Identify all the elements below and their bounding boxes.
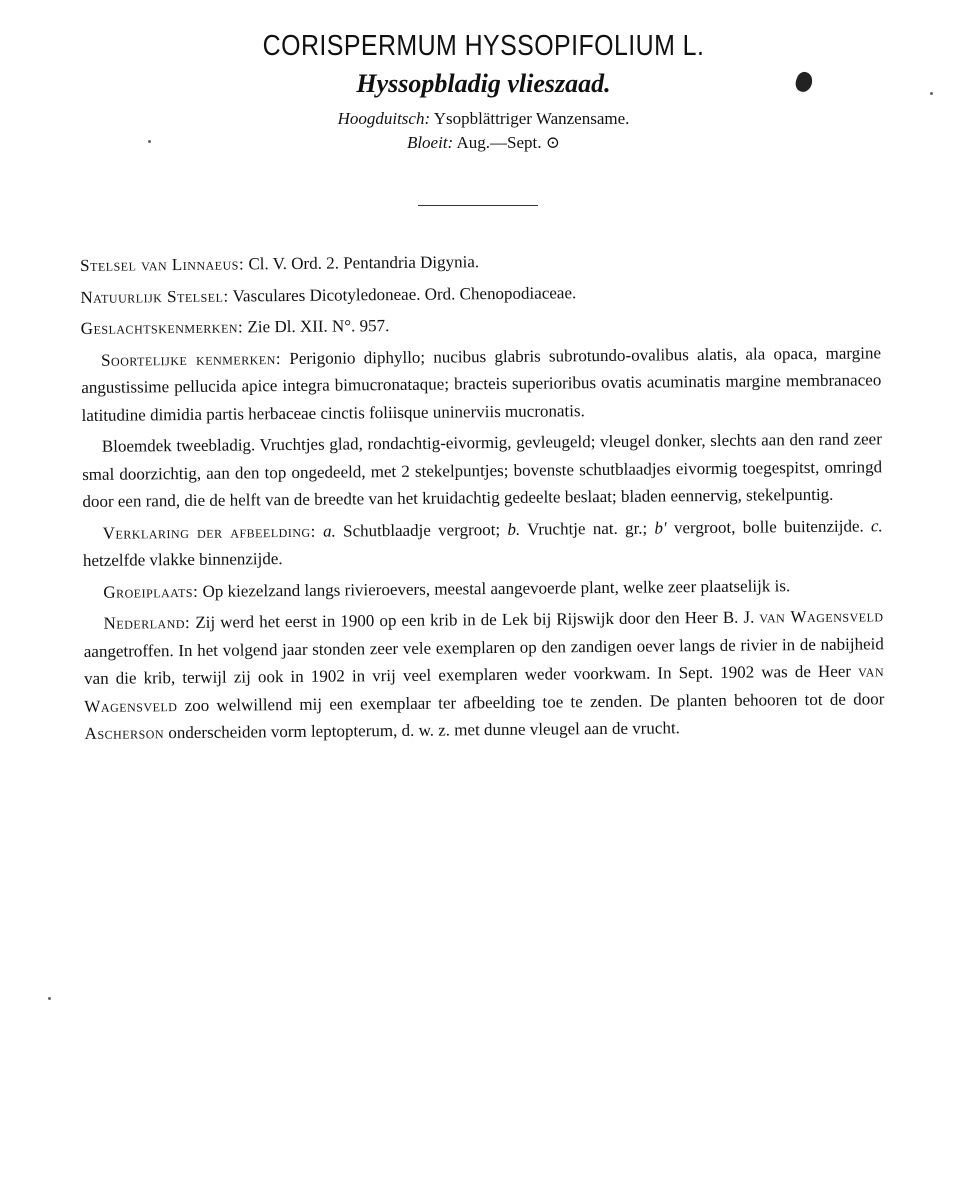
figure-text-2: Vruchtje nat. gr.; (526, 518, 648, 539)
netherlands-paragraph (83, 602, 884, 747)
figure-paragraph (83, 512, 883, 575)
figure-text-3: vergroot, bolle buitenzijde. (673, 515, 864, 537)
natural-system-label: Natuurlijk Stelsel: (80, 286, 229, 307)
figure-text-1: Schutblaadje vergroot; (342, 519, 501, 540)
species-label: Soortelijke kenmerken: (100, 348, 282, 370)
habitat-paragraph (83, 571, 883, 606)
bloom-line (0, 133, 967, 153)
linnaeus-text: Cl. V. Ord. 2. Pentandria Digynia. (248, 252, 480, 274)
dutch-name: Hyssopbladig vlieszaad. (356, 69, 611, 98)
german-name-line (0, 109, 967, 129)
genus-paragraph (81, 307, 881, 342)
habitat-label: Groeiplaats: (103, 581, 199, 602)
netherlands-text-4: onderscheiden vorm leptopterum, d. w. z. met dunne vleugel aan de vrucht. (168, 718, 680, 743)
bloom-value: Aug.—Sept. ⊙ (456, 133, 561, 152)
bloom-label: Bloeit: (406, 133, 454, 152)
figure-text-4: hetzelfde vlakke binnenzijde. (82, 549, 283, 570)
person-name: Ascherson (84, 723, 165, 743)
header (0, 30, 967, 153)
linnaeus-label: Stelsel van Linnaeus: (80, 254, 245, 275)
figure-key-b-prime: b′ (654, 517, 667, 537)
netherlands-text-1: Zij werd het eerst in 1900 op een krib in de Lek bij Rijswijk door den Heer B. J. (195, 607, 755, 632)
natural-system-text: Vasculares Dicotyledoneae. Ord. Chenopodiaceae. (232, 282, 577, 306)
figure-label: Verklaring der afbeelding: (102, 521, 316, 543)
figure-key-c: c. (870, 515, 883, 535)
linnaeus-paragraph (80, 244, 880, 279)
natural-system-paragraph (80, 276, 880, 311)
speck (930, 92, 933, 95)
species-paragraph (81, 339, 882, 429)
person-name: van Wagensveld (759, 606, 884, 627)
german-label: Hoogduitsch: (337, 109, 431, 128)
species-dutch-paragraph (82, 425, 883, 515)
speck (48, 997, 51, 1000)
divider (418, 205, 538, 206)
genus-text: Zie Dl. XII. N°. 957. (247, 316, 390, 337)
netherlands-label: Nederland: (103, 612, 191, 633)
netherlands-text-3: zoo welwillend mij een exemplaar ter afbeelding toe te zenden. De planten behooren tot de door (184, 688, 885, 715)
page-title: CORISPERMUM HYSSOPIFOLIUM L. (262, 30, 705, 62)
genus-label: Geslachtskenmerken: (80, 317, 244, 338)
speck (148, 140, 151, 143)
german-name: Ysopblättriger Wanzensame. (433, 109, 630, 128)
body-text (80, 244, 885, 751)
figure-key-b: b. (507, 519, 521, 539)
figure-key-a: a. (322, 521, 336, 541)
species-dutch-text: Bloemdek tweebladig. Vruchtjes glad, rondachtig-eivormig, gevleugeld; vleugel donker, slechts aan den rand zeer smal doorzichtig, aan den top ongedeeld, met 2 stekelpuntjes; bovenste schutblaadjes eivormig toegespitst, omringd door een rand, die de helft van de breedte van het kruidachtig gedeelte beslaat; bladen eennervig, stekelpuntig. (82, 429, 883, 511)
person-name: van Wagensveld (84, 661, 885, 716)
netherlands-text-2: aangetroffen. In het volgend jaar stonden zeer vele exemplaren op den zandigen oever langs de rivier in de nabijheid van die krib, terwijl zij ook in 1902 in vrij veel exemplaren weder voorkwam. In Sept. 1902 was de Heer (83, 633, 884, 688)
habitat-text: Op kiezelzand langs rivieroevers, meestal aangevoerde plant, welke zeer plaatselijk is. (202, 575, 791, 601)
species-text: Perigonio diphyllo; nucibus glabris subrotundo-ovalibus alatis, ala opaca, margine angustissime pellucida apice integra bimucronataque; bracteis superioribus ovatis acuminatis margine membranaceo latitudine dimidia partis herbaceae cinctis foliisque uninerviis mucronatis. (81, 342, 882, 425)
